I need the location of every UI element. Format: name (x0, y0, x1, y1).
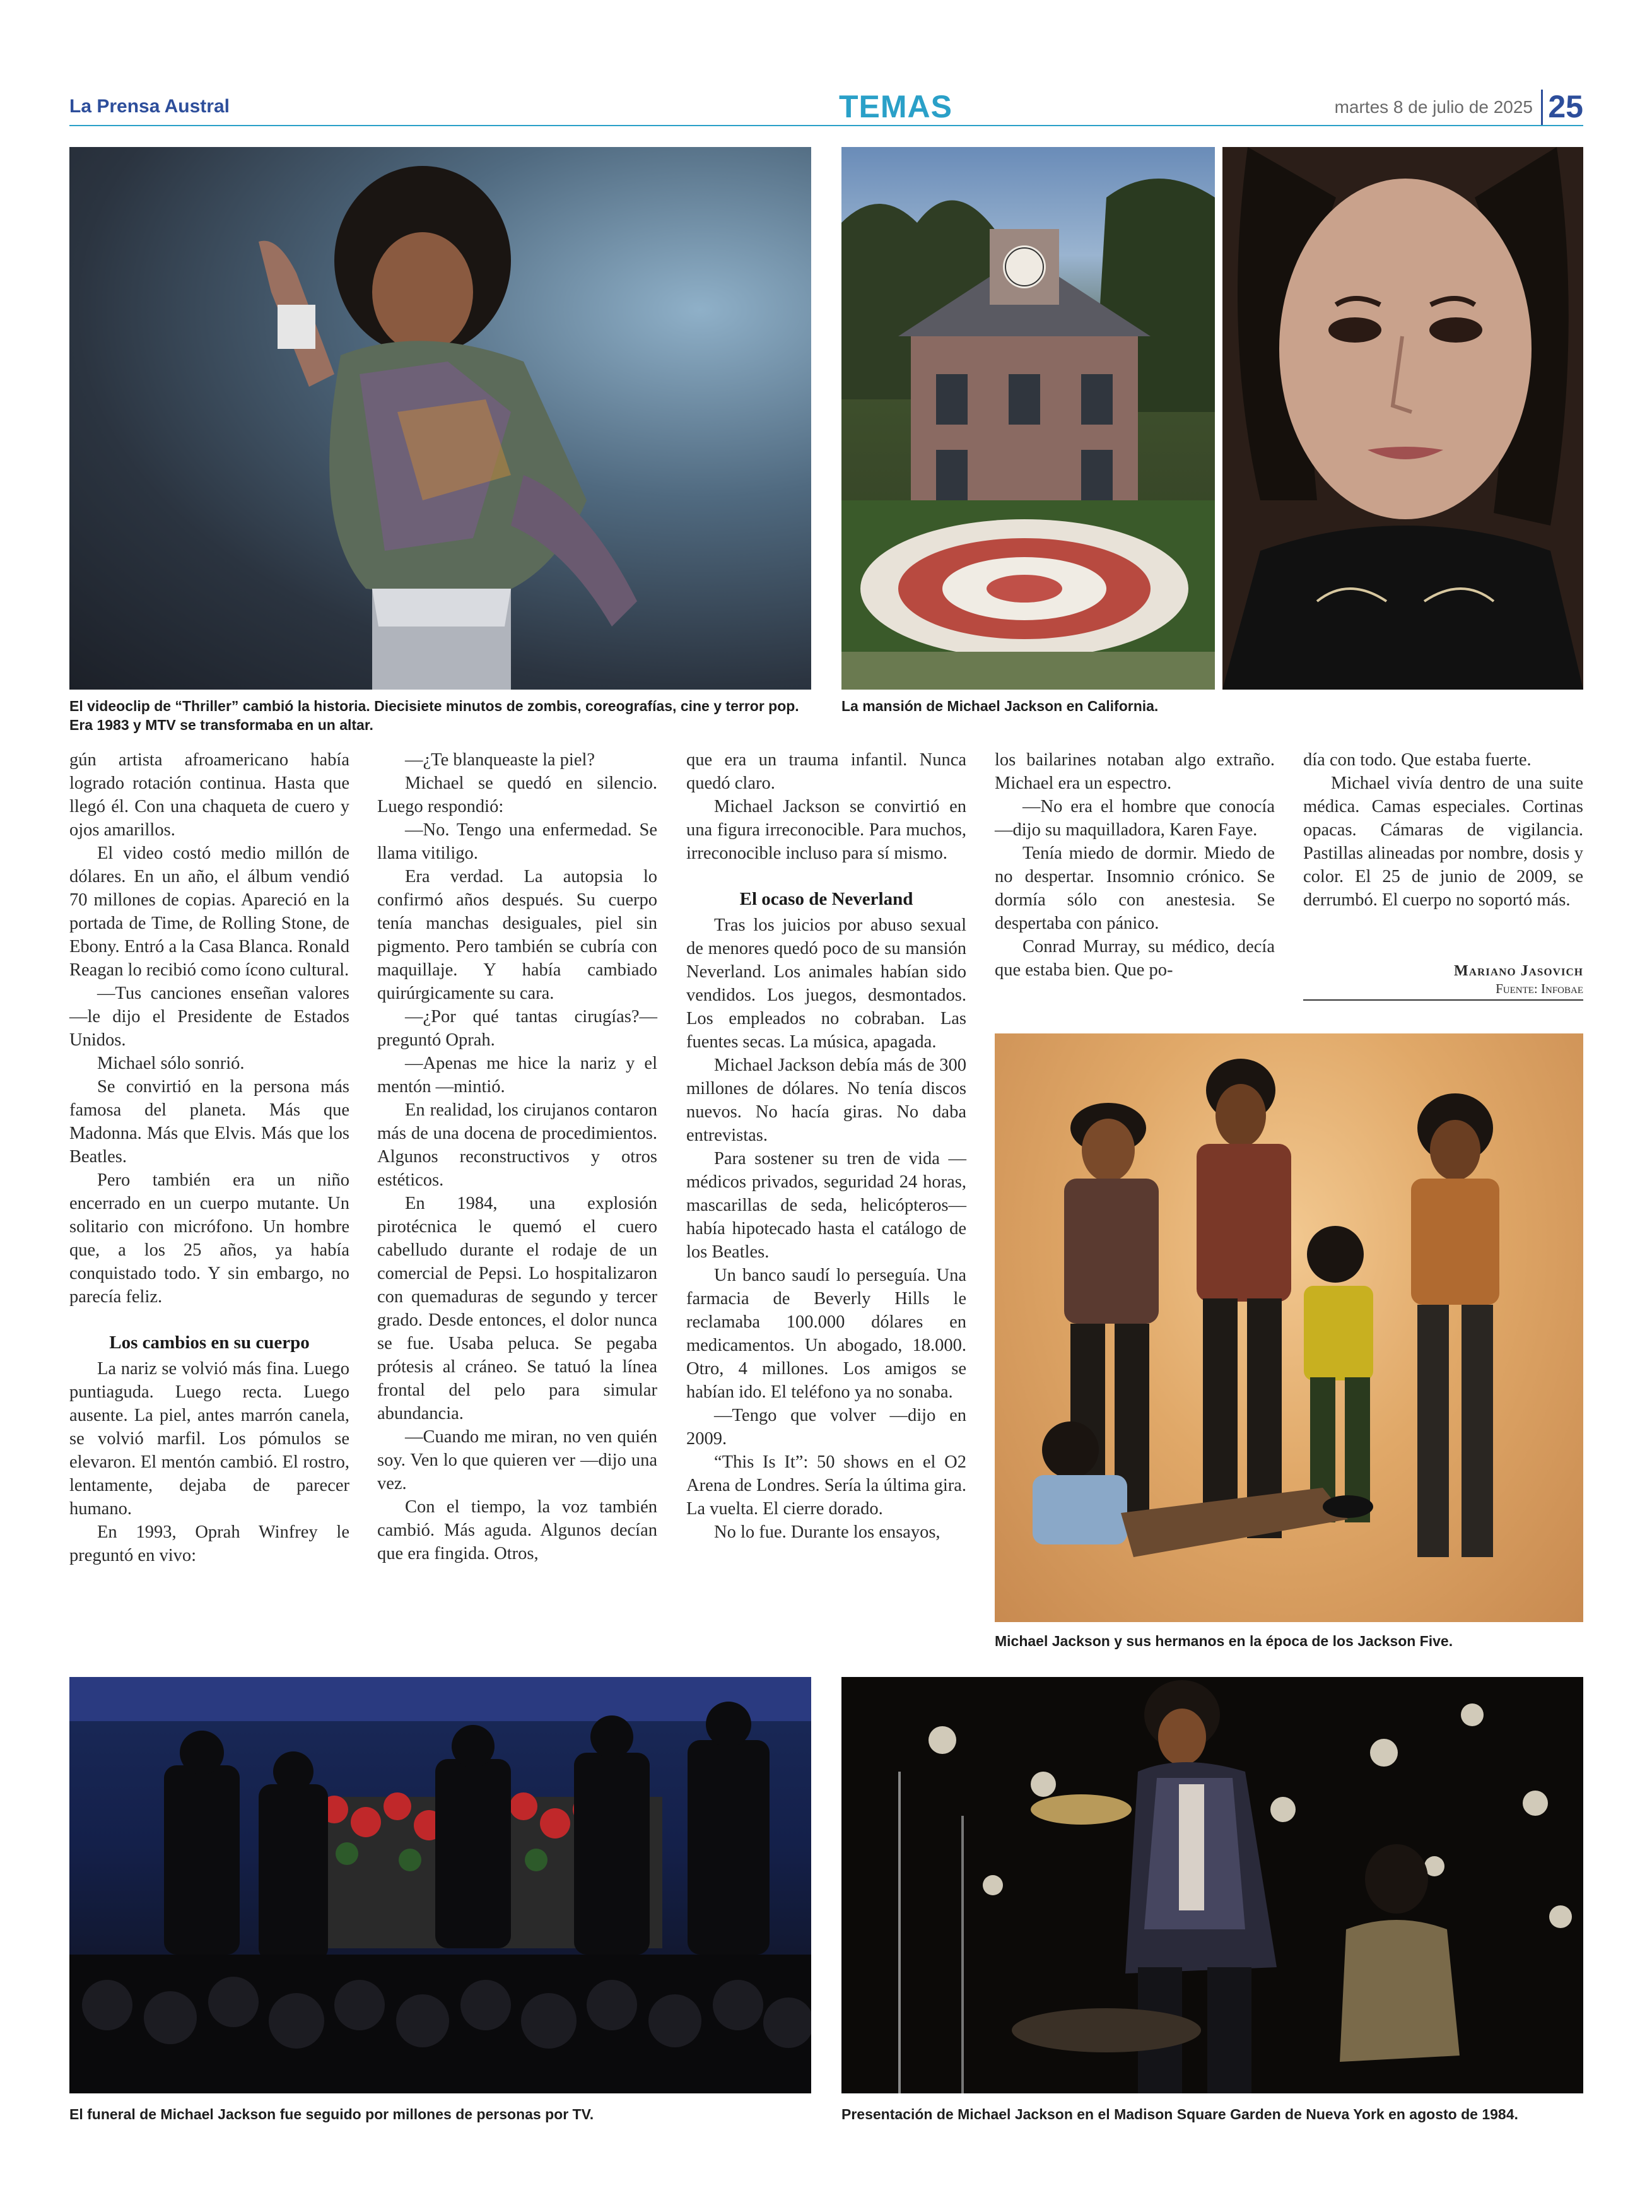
photo-madison-square-garden (841, 1677, 1583, 2093)
paragraph: Era verdad. La autopsia lo confirmó años después. Su cuerpo tenía manchas desiguales, piel sin pigmento. Pero también se cubría con maquillaje. Y había cambiado quirúrgicamente su cara. (377, 867, 657, 1003)
paragraph: En realidad, los cirujanos contaron más de una docena de procedimientos. Algunos reconstructivos y otros estéticos. (377, 1100, 657, 1190)
paragraph: —Cuando me miran, no ven quién soy. Ven lo que quieren ver —dijo una vez. (377, 1427, 657, 1493)
paragraph: Tras los juicios por abuso sexual de menores quedó poco de su mansión Neverland. Los animales habían sido vendidos. Los juegos, desmontados. Los empleados no cobraban. Las fuentes secas. La música, apagada. (686, 915, 966, 1052)
paragraph: No lo fue. Durante los ensayos, (714, 1522, 940, 1542)
article-column-3 (686, 748, 966, 1544)
paragraph: Michael Jackson debía más de 300 millones de dólares. No tenía discos nuevos. No hacía giras. No daba entrevistas. (686, 1056, 966, 1145)
article-column-5 (1303, 748, 1583, 912)
funeral-illustration (69, 1677, 811, 2093)
portrait-illustration (1222, 147, 1583, 690)
paragraph: Pero también era un niño encerrado en un cuerpo mutante. Un solitario con micrófono. Un hombre que, a los 25 años, ya había conquistado todo. Y sin embargo, no parecía feliz. (69, 1170, 349, 1307)
article-column-4 (995, 748, 1275, 982)
page-number: 25 (1548, 89, 1583, 124)
paragraph: Michael se quedó en silencio. Luego respondió: (377, 774, 657, 816)
source-credit: Fuente: Infobae (1303, 981, 1583, 1001)
paragraph: que era un trauma infantil. Nunca quedó claro. (686, 750, 966, 793)
paragraph: —Apenas me hice la nariz y el mentón —mintió. (377, 1054, 657, 1097)
paragraph: Michael Jackson se convirtió en una figura irreconocible. Para muchos, irreconocible incluso para sí mismo. (686, 797, 966, 863)
article-column-2 (377, 748, 657, 1565)
mansion-illustration (841, 147, 1215, 690)
caption-funeral: El funeral de Michael Jackson fue seguido por millones de personas por TV. (69, 2106, 594, 2122)
caption-madison: Presentación de Michael Jackson en el Madison Square Garden de Nueva York en agosto de 1984. (841, 2106, 1518, 2122)
photo-mansion (841, 147, 1215, 690)
paragraph: gún artista afroamericano había logrado rotación continua. Hasta que llegó él. Con una chaqueta de cuero y ojos amarillos. (69, 750, 349, 840)
caption-mansion: La mansión de Michael Jackson en California. (841, 698, 1159, 714)
paragraph: En 1993, Oprah Winfrey le preguntó en vivo: (69, 1522, 349, 1565)
photo-concert (69, 147, 811, 690)
article-column-1 (69, 748, 349, 1567)
paragraph: Michael vivía dentro de una suite médica. Camas especiales. Cortinas opacas. Cámaras de vigilancia. Pastillas alineadas por nombre, dosis y color. El 25 de junio de 2009, se derrumbó. El cuerpo no soportó más. (1303, 774, 1583, 910)
subheading-neverland: El ocaso de Neverland (739, 889, 913, 909)
photo-funeral (69, 1677, 811, 2093)
paragraph: Conrad Murray, su médico, decía que estaba bien. Que po- (995, 937, 1275, 980)
author-name: Mariano Jasovich (1454, 963, 1583, 979)
brother-right (1411, 1093, 1499, 1557)
paragraph: Un banco saudí lo perseguía. Una farmacia de Beverly Hills le reclamaba 100.000 dólares en medicamentos. Un abogado, 18.000. Otro, 4 millones. Los amigos se habían ido. El teléfono ya no sonaba. (686, 1266, 966, 1402)
paragraph: La nariz se volvió más fina. Luego puntiaguda. Luego recta. Luego ausente. La piel, antes marrón canela, se volvió marfil. Los pómulos se elevaron. El mentón cambió. El rostro, lentamente, dejaba de parecer humano. (69, 1359, 349, 1519)
photo-portrait (1222, 147, 1583, 690)
brother-small-center (1304, 1226, 1373, 1522)
page-number-divider (1541, 90, 1543, 125)
madison-concert-illustration (841, 1677, 1583, 2093)
paragraph: —¿Te blanqueaste la piel? (405, 750, 595, 770)
photo-jackson-five (995, 1033, 1583, 1622)
jackson-five-illustration (995, 1033, 1583, 1622)
byline (1303, 963, 1583, 1001)
paragraph: día con todo. Que estaba fuerte. (1303, 750, 1532, 770)
brother-center-tall (1197, 1059, 1291, 1538)
concert-performer-illustration (69, 147, 811, 690)
paragraph: Michael sólo sonrió. (97, 1054, 245, 1073)
newspaper-name: La Prensa Austral (69, 96, 230, 117)
caption-concert: El videoclip de “Thriller” cambió la historia. Diecisiete minutos de zombis, coreografías, cine y terror pop. Era 1983 y MTV se transformaba en un altar. (69, 698, 799, 733)
paragraph: —No. Tengo una enfermedad. Se llama vitiligo. (377, 820, 657, 863)
paragraph: En 1984, una explosión pirotécnica le quemó el cuero cabelludo durante el rodaje de un comercial de Pepsi. Lo hospitalizaron con quemaduras de segundo y tercer grado. Desde entonces, el dolor nunca se fue. Usaba peluca. Se pegaba prótesis al cráneo. Se tatuó la línea frontal del pelo para simular abundancia. (377, 1194, 657, 1423)
issue-date: martes 8 de julio de 2025 (1334, 97, 1533, 117)
paragraph: los bailarines notaban algo extraño. Michael era un espectro. (995, 750, 1275, 793)
paragraph: Para sostener su tren de vida —médicos privados, seguridad 24 horas, mascarillas de seda, helicópteros— había hipotecado hasta el catálogo de los Beatles. (686, 1149, 966, 1262)
section-title: TEMAS (839, 89, 952, 124)
paragraph: —Tus canciones enseñan valores —le dijo el Presidente de Estados Unidos. (69, 984, 349, 1050)
subheading-body-changes: Los cambios en su cuerpo (109, 1332, 310, 1353)
paragraph: Tenía miedo de dormir. Miedo de no despertar. Insomnio crónico. Se dormía sólo con anestesia. Se despertaba con pánico. (995, 844, 1275, 933)
paragraph: —¿Por qué tantas cirugías?—preguntó Oprah. (377, 1007, 657, 1050)
paragraph: “This Is It”: 50 shows en el O2 Arena de Londres. Sería la última gira. La vuelta. El cierre dorado. (686, 1452, 966, 1519)
paragraph: —No era el hombre que conocía —dijo su maquilladora, Karen Faye. (995, 797, 1275, 840)
paragraph: El video costó medio millón de dólares. En un año, el álbum vendió 70 millones de copias. Apareció en la portada de Time, de Rolling Stone, de Ebony. Entró a la Casa Blanca. Ronald Reagan lo recibió como ícono cultural. (69, 844, 349, 980)
paragraph: —Tengo que volver —dijo en 2009. (686, 1406, 966, 1449)
paragraph: Con el tiempo, la voz también cambió. Más aguda. Algunos decían que era fingida. Otros, (377, 1497, 657, 1563)
header-rule (69, 125, 1583, 126)
paragraph: Se convirtió en la persona más famosa del planeta. Más que Madonna. Más que Elvis. Más que los Beatles. (69, 1077, 349, 1167)
caption-jackson-five: Michael Jackson y sus hermanos en la época de los Jackson Five. (995, 1633, 1453, 1649)
